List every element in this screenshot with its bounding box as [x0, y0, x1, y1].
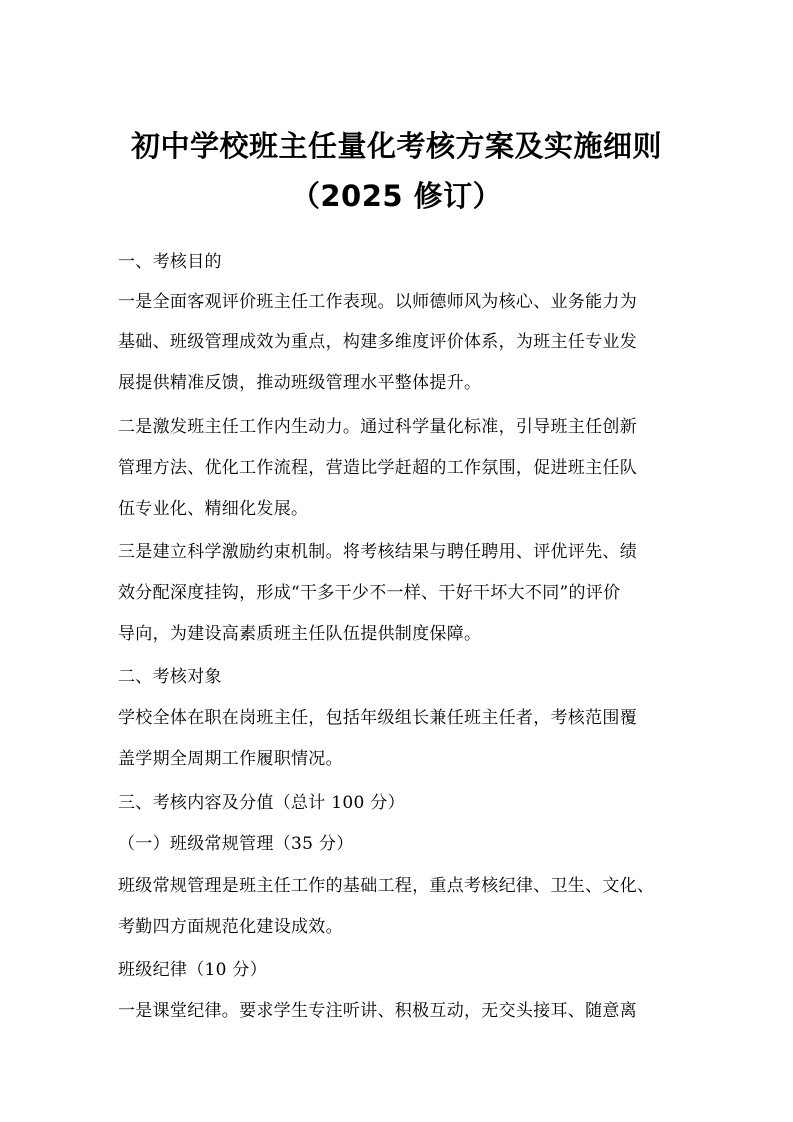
section-heading: 三、考核内容及分值（总计 100 分）: [118, 793, 405, 813]
section-heading: 二、考核对象: [118, 667, 222, 687]
paragraph-line: 三是建立科学激励约束机制。将考核结果与聘任聘用、评优评先、绩: [118, 542, 637, 562]
paragraph-line: 管理方法、优化工作流程，营造比学赶超的工作氛围，促进班主任队: [118, 458, 637, 478]
paragraph-line: 一是课堂纪律。要求学生专注听讲、积极互动，无交头接耳、随意离: [118, 1001, 637, 1021]
paragraph-line: 学校全体在职在岗班主任，包括年级组长兼任班主任者，考核范围覆: [118, 708, 637, 728]
document-title: 初中学校班主任量化考核方案及实施细则: [130, 129, 662, 163]
paragraph-line: 二是激发班主任工作内生动力。通过科学量化标准，引导班主任创新: [118, 417, 637, 437]
subsection-heading: （一）班级常规管理（35 分）: [118, 834, 354, 854]
section-heading: 一、考核目的: [118, 252, 222, 272]
document-subtitle: （2025 修订）: [290, 179, 503, 213]
paragraph-line: 伍专业化、精细化发展。: [118, 499, 309, 519]
item-heading: 班级纪律（10 分）: [118, 960, 268, 980]
paragraph-line: 导向，为建设高素质班主任队伍提供制度保障。: [118, 624, 482, 644]
paragraph-line: 基础、班级管理成效为重点，构建多维度评价体系，为班主任专业发: [118, 332, 637, 352]
paragraph-line: 考勤四方面规范化建设成效。: [118, 917, 343, 937]
paragraph-line: 盖学期全周期工作履职情况。: [118, 749, 343, 769]
paragraph-line: 一是全面客观评价班主任工作表现。以师德师风为核心、业务能力为: [118, 292, 637, 312]
paragraph-line: 展提供精准反馈，推动班级管理水平整体提升。: [118, 373, 482, 393]
paragraph-line: 效分配深度挂钩，形成“干多干少不一样、干好干坏大不同”的评价: [118, 583, 621, 603]
paragraph-line: 班级常规管理是班主任工作的基础工程，重点考核纪律、卫生、文化、: [118, 876, 655, 896]
